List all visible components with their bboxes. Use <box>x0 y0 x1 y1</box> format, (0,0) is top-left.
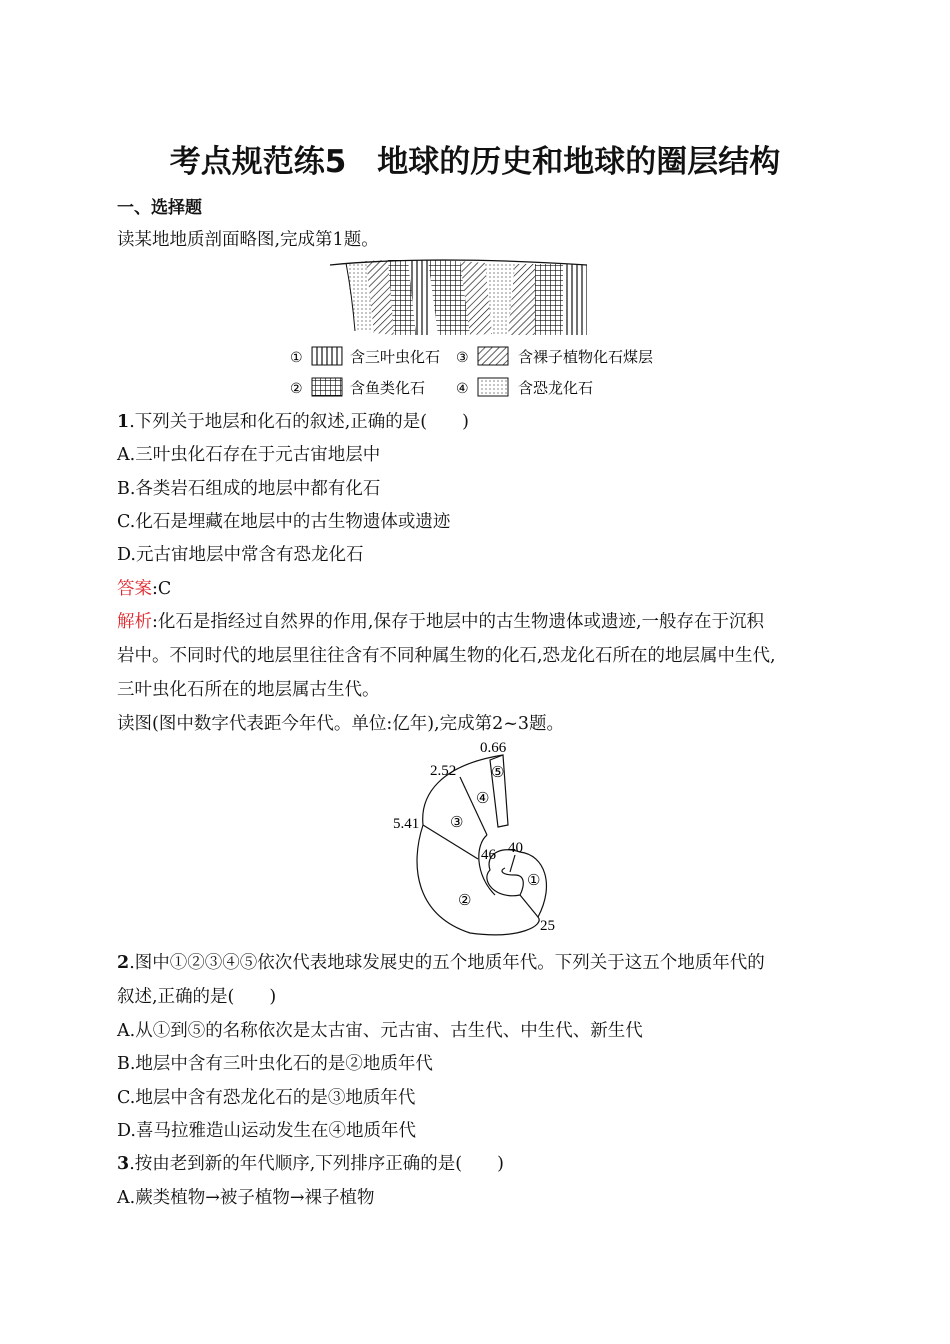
option: D.元古宙地层中常含有恐龙化石 <box>117 545 364 565</box>
question-1: 1.下列关于地层和化石的叙述,正确的是( ) <box>117 412 469 432</box>
svg-text:5.41: 5.41 <box>393 816 420 832</box>
option: B.地层中含有三叶虫化石的是②地质年代 <box>117 1054 433 1074</box>
svg-text:46: 46 <box>481 847 496 863</box>
svg-text:40: 40 <box>508 840 523 856</box>
question-2: 2.图中①②③④⑤依次代表地球发展史的五个地质年代。下列关于这五个地质年代的 <box>117 953 765 973</box>
section-heading: 一、选择题 <box>117 198 202 218</box>
svg-text:③: ③ <box>456 351 469 366</box>
svg-text:含鱼类化石: 含鱼类化石 <box>350 381 426 397</box>
svg-text:⑤: ⑤ <box>491 765 505 781</box>
question-3: 3.按由老到新的年代顺序,下列排序正确的是( ) <box>117 1154 504 1174</box>
analysis-line: 岩中。不同时代的地层里往往含有不同种属生物的化石,恐龙化石所在的地层属中生代, <box>117 646 776 666</box>
intro-text-2: 读图(图中数字代表距今年代。单位:亿年),完成第2~3题。 <box>117 714 565 734</box>
option: A.蕨类植物→被子植物→裸子植物 <box>117 1188 375 1208</box>
svg-text:①: ① <box>527 873 541 889</box>
svg-text:2.52: 2.52 <box>430 763 457 779</box>
svg-text:④: ④ <box>476 791 490 807</box>
question-2-cont: 叙述,正确的是( ) <box>117 987 277 1007</box>
svg-text:①: ① <box>290 351 303 366</box>
option: D.喜马拉雅造山运动发生在④地质年代 <box>117 1121 416 1141</box>
svg-text:含恐龙化石: 含恐龙化石 <box>518 381 594 397</box>
svg-text:25: 25 <box>540 918 555 934</box>
geologic-section-figure <box>280 255 680 405</box>
legend <box>290 347 653 397</box>
svg-text:含裸子植物化石煤层: 含裸子植物化石煤层 <box>518 350 654 366</box>
svg-text:0.66: 0.66 <box>480 740 507 756</box>
option: A.三叶虫化石存在于元古宙地层中 <box>117 445 381 465</box>
svg-text:②: ② <box>458 893 472 909</box>
svg-text:④: ④ <box>456 382 469 397</box>
option: C.地层中含有恐龙化石的是③地质年代 <box>117 1088 416 1108</box>
strata <box>330 260 587 335</box>
option: A.从①到⑤的名称依次是太古宙、元古宙、古生代、中生代、新生代 <box>117 1021 643 1041</box>
analysis-line: 三叶虫化石所在的地层属古生代。 <box>117 680 380 700</box>
analysis-line: 解析:化石是指经过自然界的作用,保存于地层中的古生物遗体或遗迹,一般存在于沉积 <box>117 612 765 632</box>
answer: 答案:C <box>117 579 172 599</box>
option: B.各类岩石组成的地层中都有化石 <box>117 479 381 499</box>
svg-text:②: ② <box>290 382 303 397</box>
svg-text:含三叶虫化石: 含三叶虫化石 <box>350 350 441 366</box>
geologic-time-spiral-figure <box>380 735 580 945</box>
option: C.化石是埋藏在地层中的古生物遗体或遗迹 <box>117 512 451 532</box>
intro-text-1: 读某地地质剖面略图,完成第1题。 <box>117 230 379 250</box>
page-title: 考点规范练5 地球的历史和地球的圈层结构 <box>169 144 781 180</box>
svg-text:③: ③ <box>450 815 464 831</box>
